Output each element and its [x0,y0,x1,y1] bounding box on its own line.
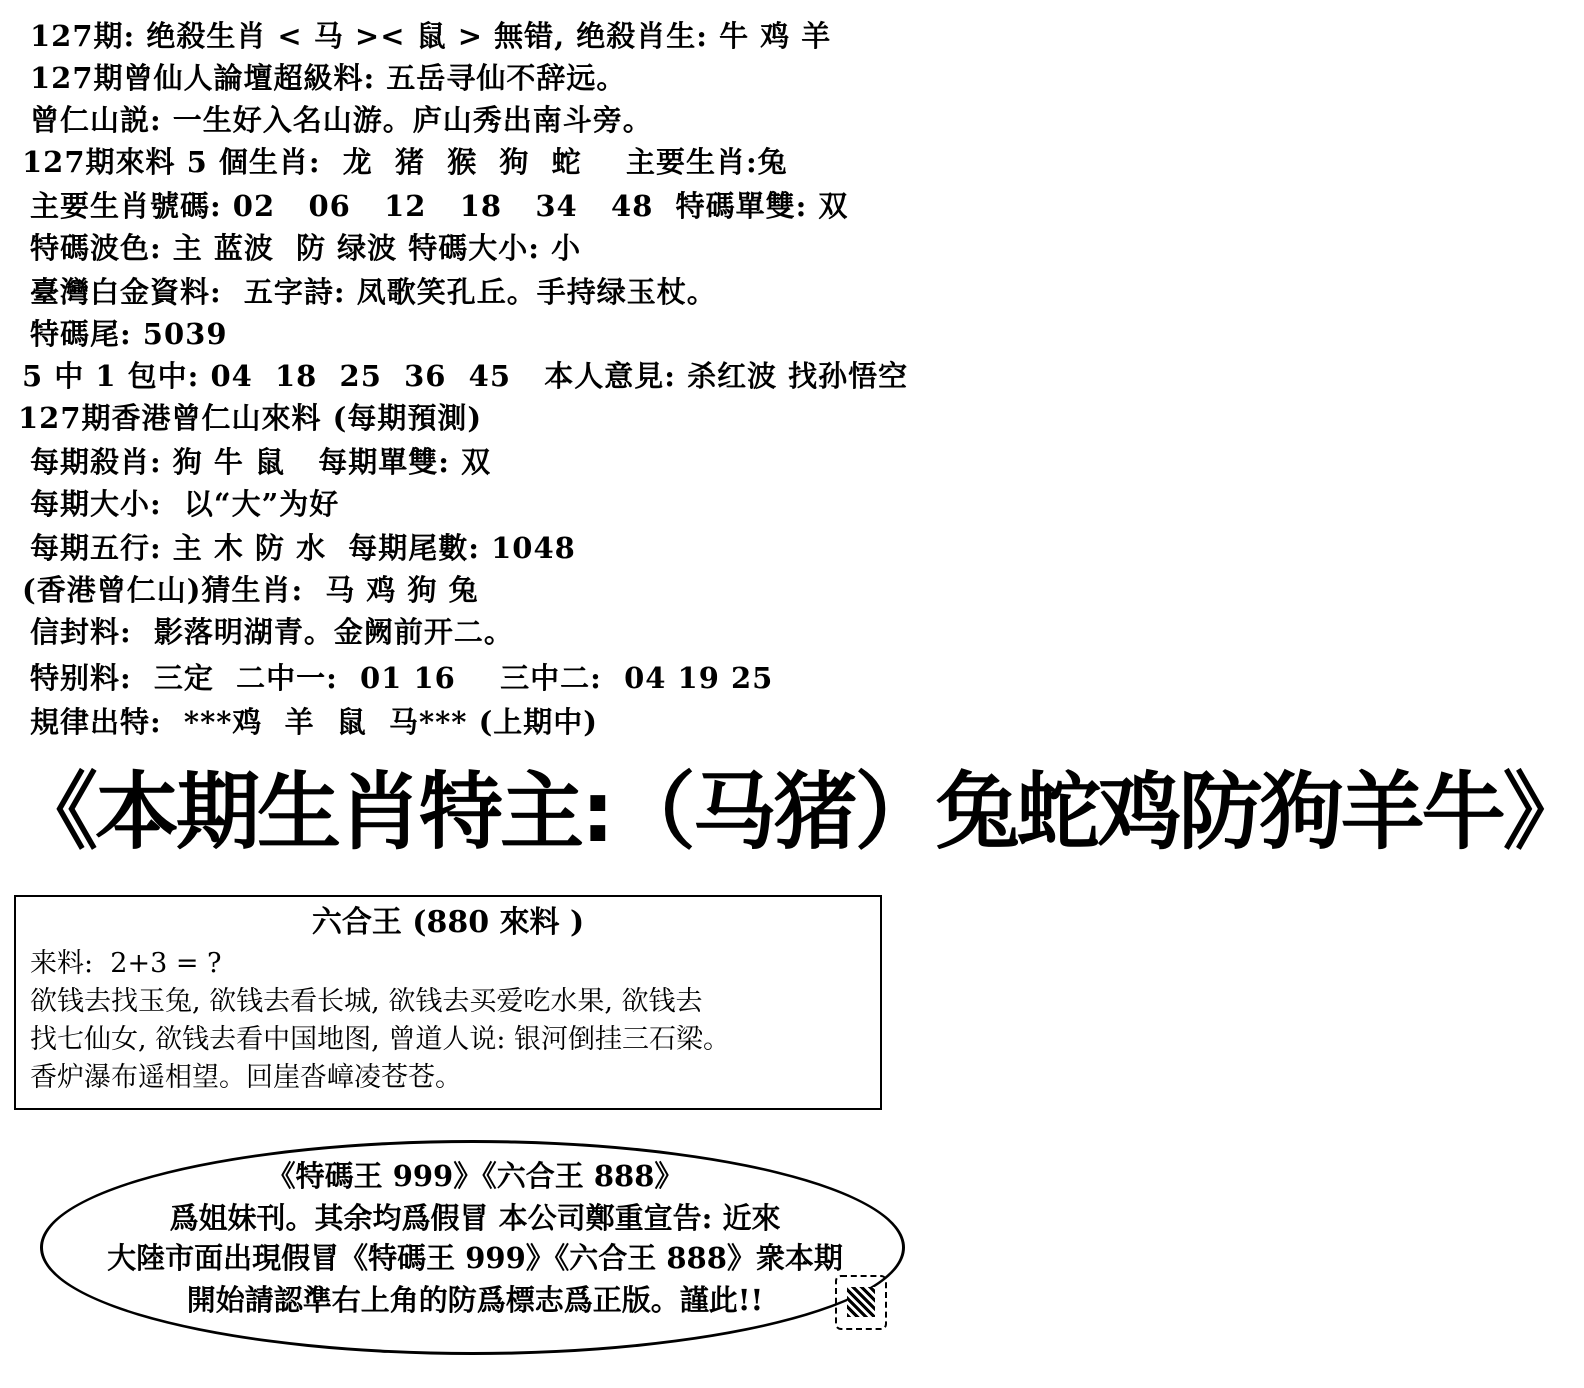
notice-line: 爲姐妹刊。其余均爲假冒 本公司鄭重宣告: 近來 [169,1201,781,1235]
text-line: 127期: 绝殺生肖 < 马 >< 鼠 > 無错, 绝殺肖生: 牛 鸡 羊 [30,19,832,53]
text-line: 信封料: 影落明湖青。金阙前开二。 [30,615,514,649]
box-line: 香炉瀑布遥相望。回崖沓嶂凌苍苍。 [30,1062,462,1093]
notice-line: 《特碼王 999》《六合王 888》 [266,1159,684,1193]
box-title: 六合王 (880 來料 ) [311,905,585,940]
liuhewang-box [14,895,882,1110]
box-line: 来料: 2+3 = ? [30,948,222,979]
text-line: 曾仁山説: 一生好入名山游。庐山秀出南斗旁。 [30,103,653,137]
box-line: 找七仙女, 欲钱去看中国地图, 曾道人说: 银河倒挂三石梁。 [30,1024,731,1055]
anti-counterfeit-seal-icon [835,1275,887,1330]
text-line: 主要生肖號碼: 02 06 12 18 34 48 特碼單雙: 双 [30,189,849,223]
text-line: 特碼尾: 5039 [30,317,228,351]
text-line: 每期殺肖: 狗 牛 鼠 每期單雙: 双 [30,445,492,479]
headline: 《本期生肖特主:（马猪）兔蛇鸡防狗羊牛》 [14,763,1584,861]
text-line: 127期來料 5 個生肖: 龙 猪 猴 狗 蛇 主要生肖:兔 [22,145,788,179]
text-line: 127期曾仙人論壇超級料: 五岳寻仙不辞远。 [30,61,627,95]
text-line: 特碼波色: 主 蓝波 防 绿波 特碼大小: 小 [30,231,582,265]
text-line: 臺灣白金資料: 五字詩: 凤歌笑孔丘。手持绿玉杖。 [30,275,717,309]
text-line: 每期五行: 主 木 防 水 每期尾數: 1048 [30,531,576,565]
text-line: 5 中 1 包中: 04 18 25 36 45 本人意見: 杀红波 找孙悟空 [22,359,909,393]
text-line: 127期香港曾仁山來料 (每期預測) [18,401,483,435]
notice-line: 開始請認準右上角的防爲標志爲正版。謹此!! [186,1283,764,1317]
box-line: 欲钱去找玉兔, 欲钱去看长城, 欲钱去买爱吃水果, 欲钱去 [30,986,703,1017]
text-line: 特别料: 三定 二中一: 01 16 三中二: 04 19 25 [30,661,774,695]
text-line: 規律出特: ***鸡 羊 鼠 马*** (上期中) [30,705,599,739]
notice-line: 大陸市面出現假冒《特碼王 999》《六合王 888》衆本期 [107,1241,843,1275]
text-line: (香港曾仁山)猜生肖: 马 鸡 狗 兔 [22,573,479,607]
text-line: 每期大小: 以“大”为好 [30,487,340,521]
